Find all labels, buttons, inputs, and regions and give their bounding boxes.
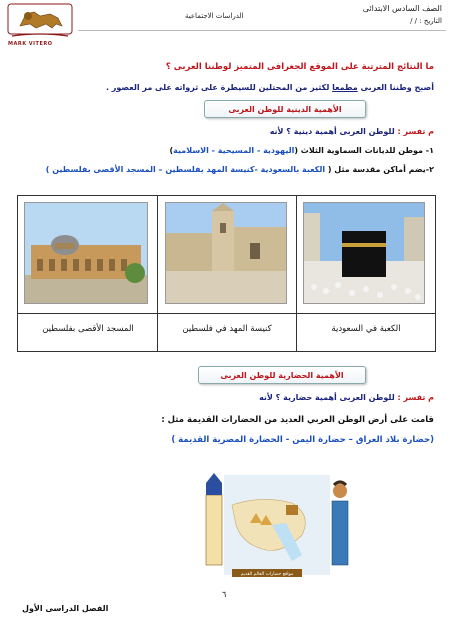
- why-label: م تفسر :: [394, 393, 434, 402]
- section-title-religious: الأهمية الدينية للوطن العربى: [204, 100, 366, 118]
- answer-before: أصبح وطننا العربى: [357, 83, 434, 92]
- why-text: للوطن العربى أهمية حضارية ؟ لأنه: [259, 393, 395, 402]
- caption-aqsa: المسجد الأقصى بفلسطين: [42, 324, 134, 334]
- map-label: مواقع حضارات العالم القديم: [240, 572, 294, 577]
- grade-label: الصف السادس الابتدائى: [362, 4, 442, 13]
- kaaba-photo: [303, 202, 425, 304]
- question-text: ما النتائج المترتبة على الموقع الجغرافى المتميز لوطننا العربى ؟: [165, 62, 434, 72]
- item1-prefix: ١- موطن للديانات السماوية الثلاث (: [294, 146, 434, 155]
- why-religious: [270, 127, 434, 136]
- why-civilizational: [259, 393, 434, 402]
- answer-after: لكثير من المحتلين للسيطرة على ثرواته على مر العصور .: [105, 83, 333, 92]
- item1-suffix: ): [169, 146, 174, 155]
- caption-kaaba: الكعبة في السعودية: [331, 324, 401, 334]
- date-label: التاريخ : / /: [410, 17, 442, 25]
- church-photo: [165, 202, 287, 304]
- item2-places: الكعبة بالسعودية -كنيسة المهد بفلسطين – المسجد الأقصى بفلسطين ): [45, 165, 326, 174]
- answer-underlined: مطمعا: [332, 83, 358, 92]
- holy-places-item: [46, 165, 434, 174]
- religions-item: [170, 146, 434, 155]
- header-divider: [78, 30, 446, 31]
- subject-label: الدراسات الاجتماعية: [185, 12, 244, 20]
- section-title-civilizational: الأهمية الحضارية للوطن العربى: [198, 366, 366, 384]
- holy-places-table: [17, 195, 436, 352]
- why-text: للوطن العربى أهمية دينية ؟ لأنه: [269, 127, 395, 136]
- caption-church: كنيسة المهد في فلسطين: [182, 324, 272, 334]
- item2-prefix: ٢-يضم أماكن مقدسة مثل (: [325, 165, 434, 174]
- aqsa-photo: [24, 202, 148, 304]
- logo-lion-icon: [6, 2, 74, 42]
- semester-label: الفصل الدراسى الأول: [22, 604, 109, 613]
- ancient-civilizations-map-illustration: [202, 465, 352, 590]
- answer-text: [106, 83, 434, 92]
- why-label: م تفسر :: [394, 127, 434, 136]
- civilizations-intro: قامت على أرض الوطن العربي العديد من الحضارات القديمة مثل :: [161, 415, 434, 425]
- logo-text: MARK VITERO: [8, 41, 53, 47]
- item1-religions: اليهودية - المسيحية - الاسلامية: [173, 146, 295, 155]
- civilizations-list: (حضارة بلاد العراق – حضارة اليمن - الحضارة المصرية القديمة ): [171, 435, 434, 445]
- captions-row: [18, 313, 435, 350]
- page-number: ٦: [222, 590, 227, 599]
